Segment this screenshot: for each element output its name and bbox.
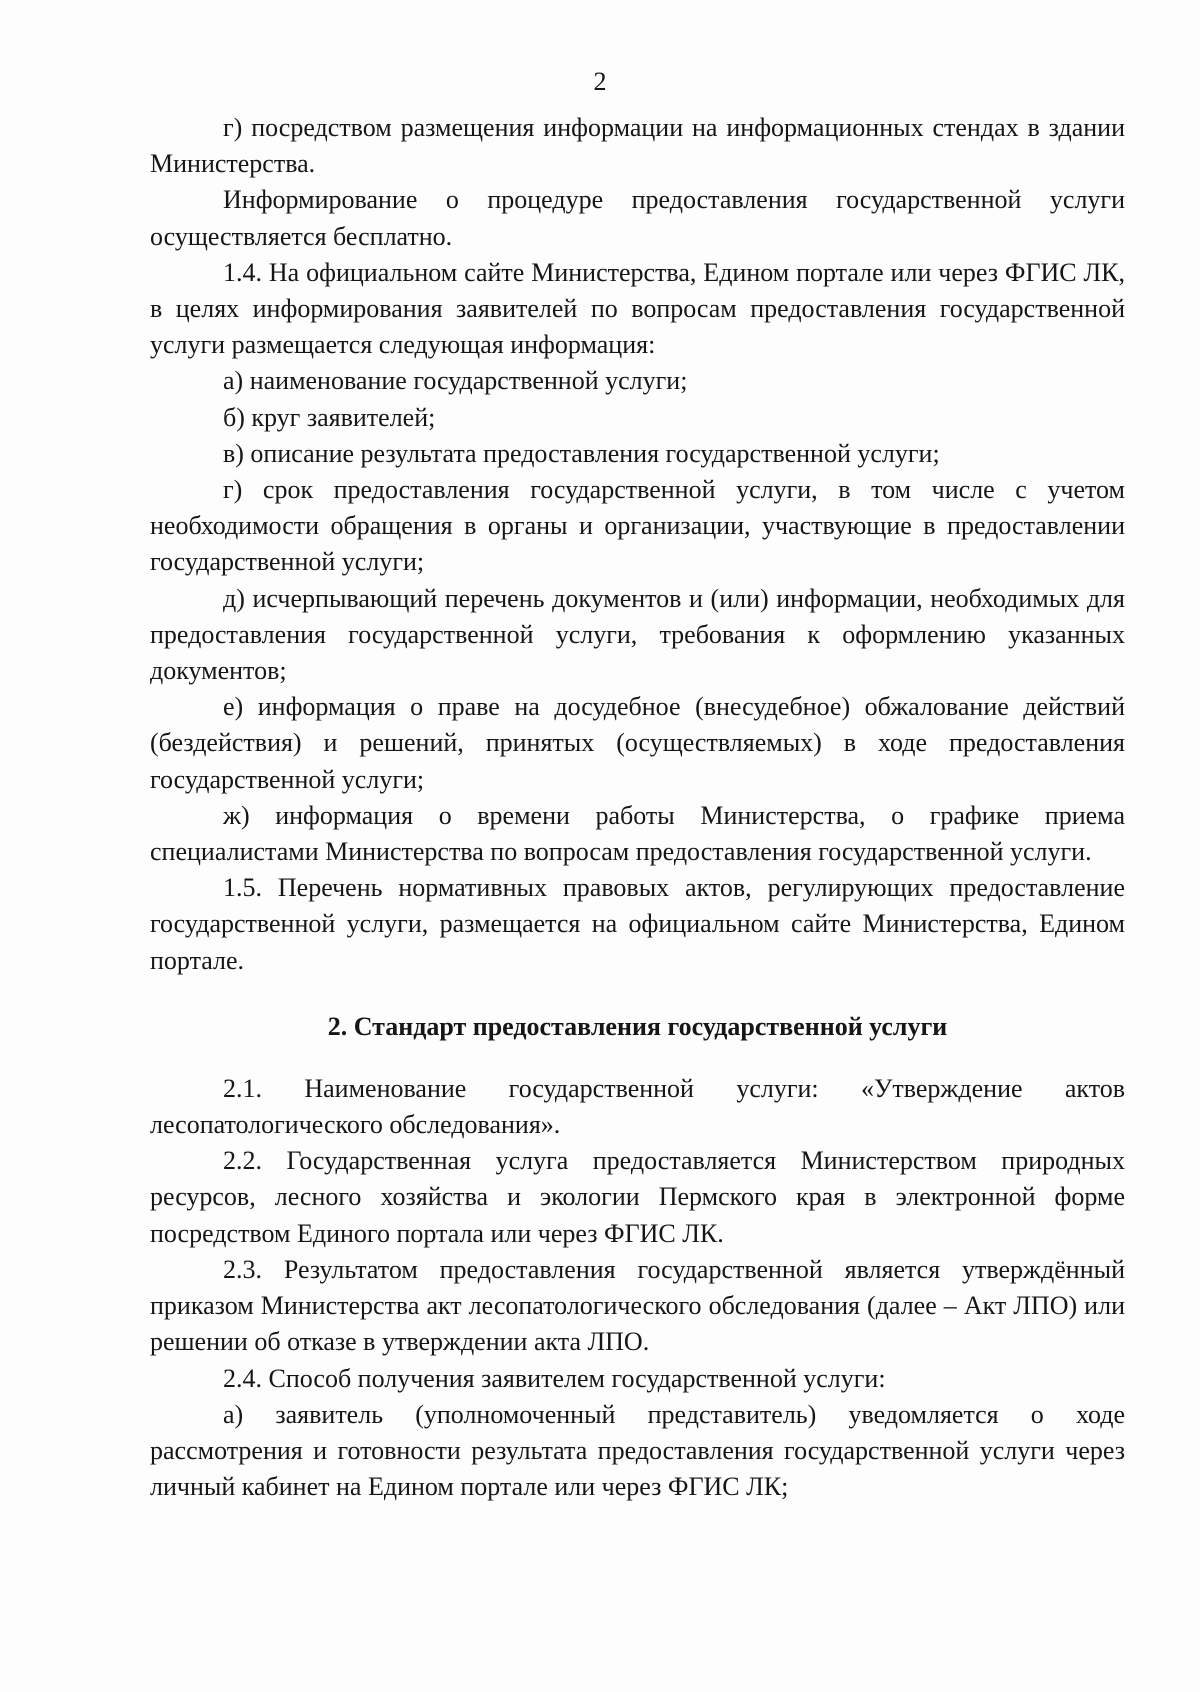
list-item-b: б) круг заявителей; <box>223 402 436 432</box>
paragraph-2-3: 2.3. Результатом предоставления государственной является утверждённый приказом Министерства акт лесопатологического обследования (далее – Акт ЛПО) или решении об отказе в утверждении акта ЛПО. <box>150 1254 1125 1357</box>
paragraph-free-informing: Информирование о процедуре предоставления государственной услуги осуществляется бесплатно. <box>150 185 1125 251</box>
list-item-a: а) наименование государственной услуги; <box>223 366 688 396</box>
list-item-e: е) информация о праве на досудебное (внесудебное) обжалование действий (бездействия) и решений, принятых (осуществляемых) в ходе предоставления государственной услуги; <box>150 692 1125 794</box>
list-item-v: в) описание результата предоставления государственной услуги; <box>223 438 940 468</box>
paragraph-stands: г) посредством размещения информации на информационных стендах в здании Министерства. <box>150 113 1125 179</box>
page-number: 2 <box>593 67 607 96</box>
list-item-d: д) исчерпывающий перечень документов и (или) информации, необходимых для предоставления государственной услуги, требования к оформлению указанных документов; <box>150 583 1125 686</box>
section-heading: 2. Стандарт предоставления государственной услуги <box>327 1011 948 1041</box>
list-item-g: г) срок предоставления государственной услуги, в том числе с учетом необходимости обращения в органы и организации, участвующие в предоставлении государственной услуги; <box>150 475 1125 577</box>
paragraph-2-4: 2.4. Способ получения заявителем государственной услуги: <box>223 1363 886 1393</box>
paragraph-1-5: 1.5. Перечень нормативных правовых актов, регулирующих предоставление государственной услуги, размещается на официальном сайте Министерства, Едином портале. <box>150 873 1125 975</box>
document-body <box>150 110 1125 1505</box>
paragraph-1-4: 1.4. На официальном сайте Министерства, Едином портале или через ФГИС ЛК, в целях информирования заявителей по вопросам предоставления государственной услуги размещается следующая информация: <box>150 257 1125 360</box>
paragraph-2-2: 2.2. Государственная услуга предоставляется Министерством природных ресурсов, лесного хозяйства и экологии Пермского края в электронной форме посредством Единого портала или через ФГИС ЛК. <box>150 1146 1125 1248</box>
paragraph-2-4-a: а) заявитель (уполномоченный представитель) уведомляется о ходе рассмотрения и готовности результата предоставления государственной услуги через личный кабинет на Едином портале или через ФГИС ЛК; <box>150 1399 1125 1502</box>
paragraph-2-1: 2.1. Наименование государственной услуги: «Утверждение актов лесопатологического обследования». <box>150 1073 1125 1140</box>
list-item-zh: ж) информация о времени работы Министерства, о графике приема специалистами Министерства по вопросам предоставления государственной услуги. <box>150 800 1125 867</box>
